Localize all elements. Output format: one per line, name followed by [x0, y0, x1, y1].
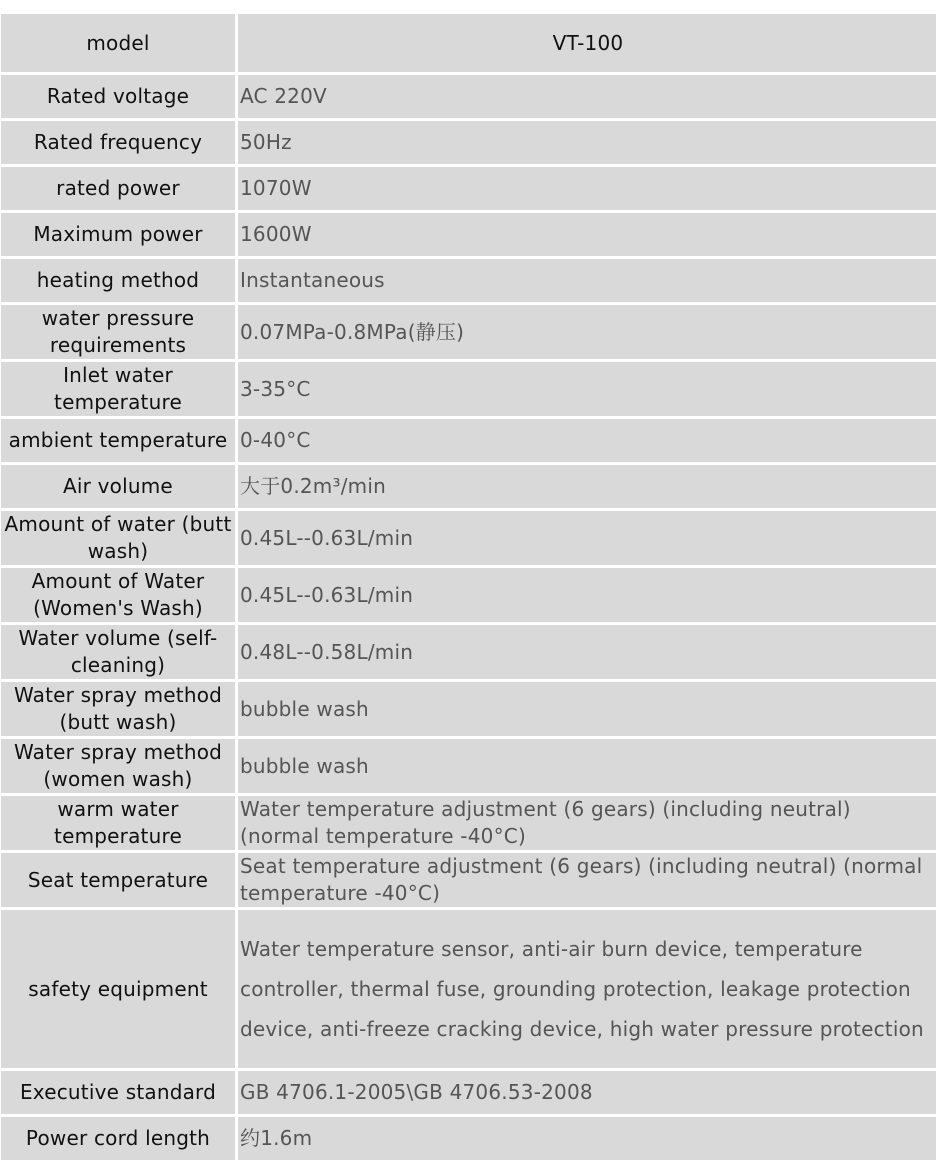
row-value: Seat temperature adjustment (6 gears) (including neutral) (normal temperature -40°C) — [238, 853, 936, 910]
table-row — [1, 1117, 936, 1163]
header-label-cell: model — [1, 14, 238, 75]
row-label: Water spray method (butt wash) — [1, 682, 238, 739]
row-label: Inlet water temperature — [1, 362, 238, 419]
row-label: Power cord length — [1, 1117, 238, 1163]
row-value: 50Hz — [238, 121, 936, 167]
table-row — [1, 682, 936, 739]
row-value: 约1.6m — [238, 1117, 936, 1163]
table-row — [1, 796, 936, 853]
row-label: safety equipment — [1, 910, 238, 1071]
row-label: rated power — [1, 167, 238, 213]
table-row — [1, 362, 936, 419]
table-row — [1, 305, 936, 362]
row-label: heating method — [1, 259, 238, 305]
table-row — [1, 625, 936, 682]
table-row — [1, 75, 936, 121]
table-row — [1, 568, 936, 625]
row-label: Rated voltage — [1, 75, 238, 121]
row-label: Air volume — [1, 465, 238, 511]
row-value: AC 220V — [238, 75, 936, 121]
row-value: 0.45L--0.63L/min — [238, 511, 936, 568]
row-value: GB 4706.1-2005\GB 4706.53-2008 — [238, 1071, 936, 1117]
row-label: warm water temperature — [1, 796, 238, 853]
table-row — [1, 419, 936, 465]
row-label: Amount of Water (Women's Wash) — [1, 568, 238, 625]
row-value: Water temperature sensor, anti-air burn device, temperature controller, thermal fuse, grounding protection, leakage protection device, anti-freeze cracking device, high water pressure protection — [238, 910, 936, 1071]
row-value: 3-35°C — [238, 362, 936, 419]
row-label: Water spray method (women wash) — [1, 739, 238, 796]
row-label: ambient temperature — [1, 419, 238, 465]
row-value: bubble wash — [238, 682, 936, 739]
table-row — [1, 167, 936, 213]
row-value: Water temperature adjustment (6 gears) (including neutral) (normal temperature -40°C) — [238, 796, 936, 853]
row-value: 0-40°C — [238, 419, 936, 465]
row-label: water pressure requirements — [1, 305, 238, 362]
row-label: Rated frequency — [1, 121, 238, 167]
row-value: Instantaneous — [238, 259, 936, 305]
row-value: 1600W — [238, 213, 936, 259]
table-row — [1, 1071, 936, 1117]
table-row — [1, 121, 936, 167]
row-label: Executive standard — [1, 1071, 238, 1117]
table-row — [1, 853, 936, 910]
spec-table — [1, 14, 936, 1163]
row-label: Seat temperature — [1, 853, 238, 910]
row-value: 大于0.2m³/min — [238, 465, 936, 511]
row-value: 0.07MPa-0.8MPa(静压) — [238, 305, 936, 362]
row-value: 0.45L--0.63L/min — [238, 568, 936, 625]
row-value: 1070W — [238, 167, 936, 213]
header-value-cell: VT-100 — [238, 14, 936, 75]
table-row — [1, 739, 936, 796]
row-value: 0.48L--0.58L/min — [238, 625, 936, 682]
table-row — [1, 213, 936, 259]
table-row — [1, 910, 936, 1071]
table-row — [1, 465, 936, 511]
row-value: bubble wash — [238, 739, 936, 796]
table-row — [1, 259, 936, 305]
table-row — [1, 511, 936, 568]
row-label: Maximum power — [1, 213, 238, 259]
row-label: Amount of water (butt wash) — [1, 511, 238, 568]
row-label: Water volume (self-cleaning) — [1, 625, 238, 682]
table-header-row — [1, 14, 936, 75]
